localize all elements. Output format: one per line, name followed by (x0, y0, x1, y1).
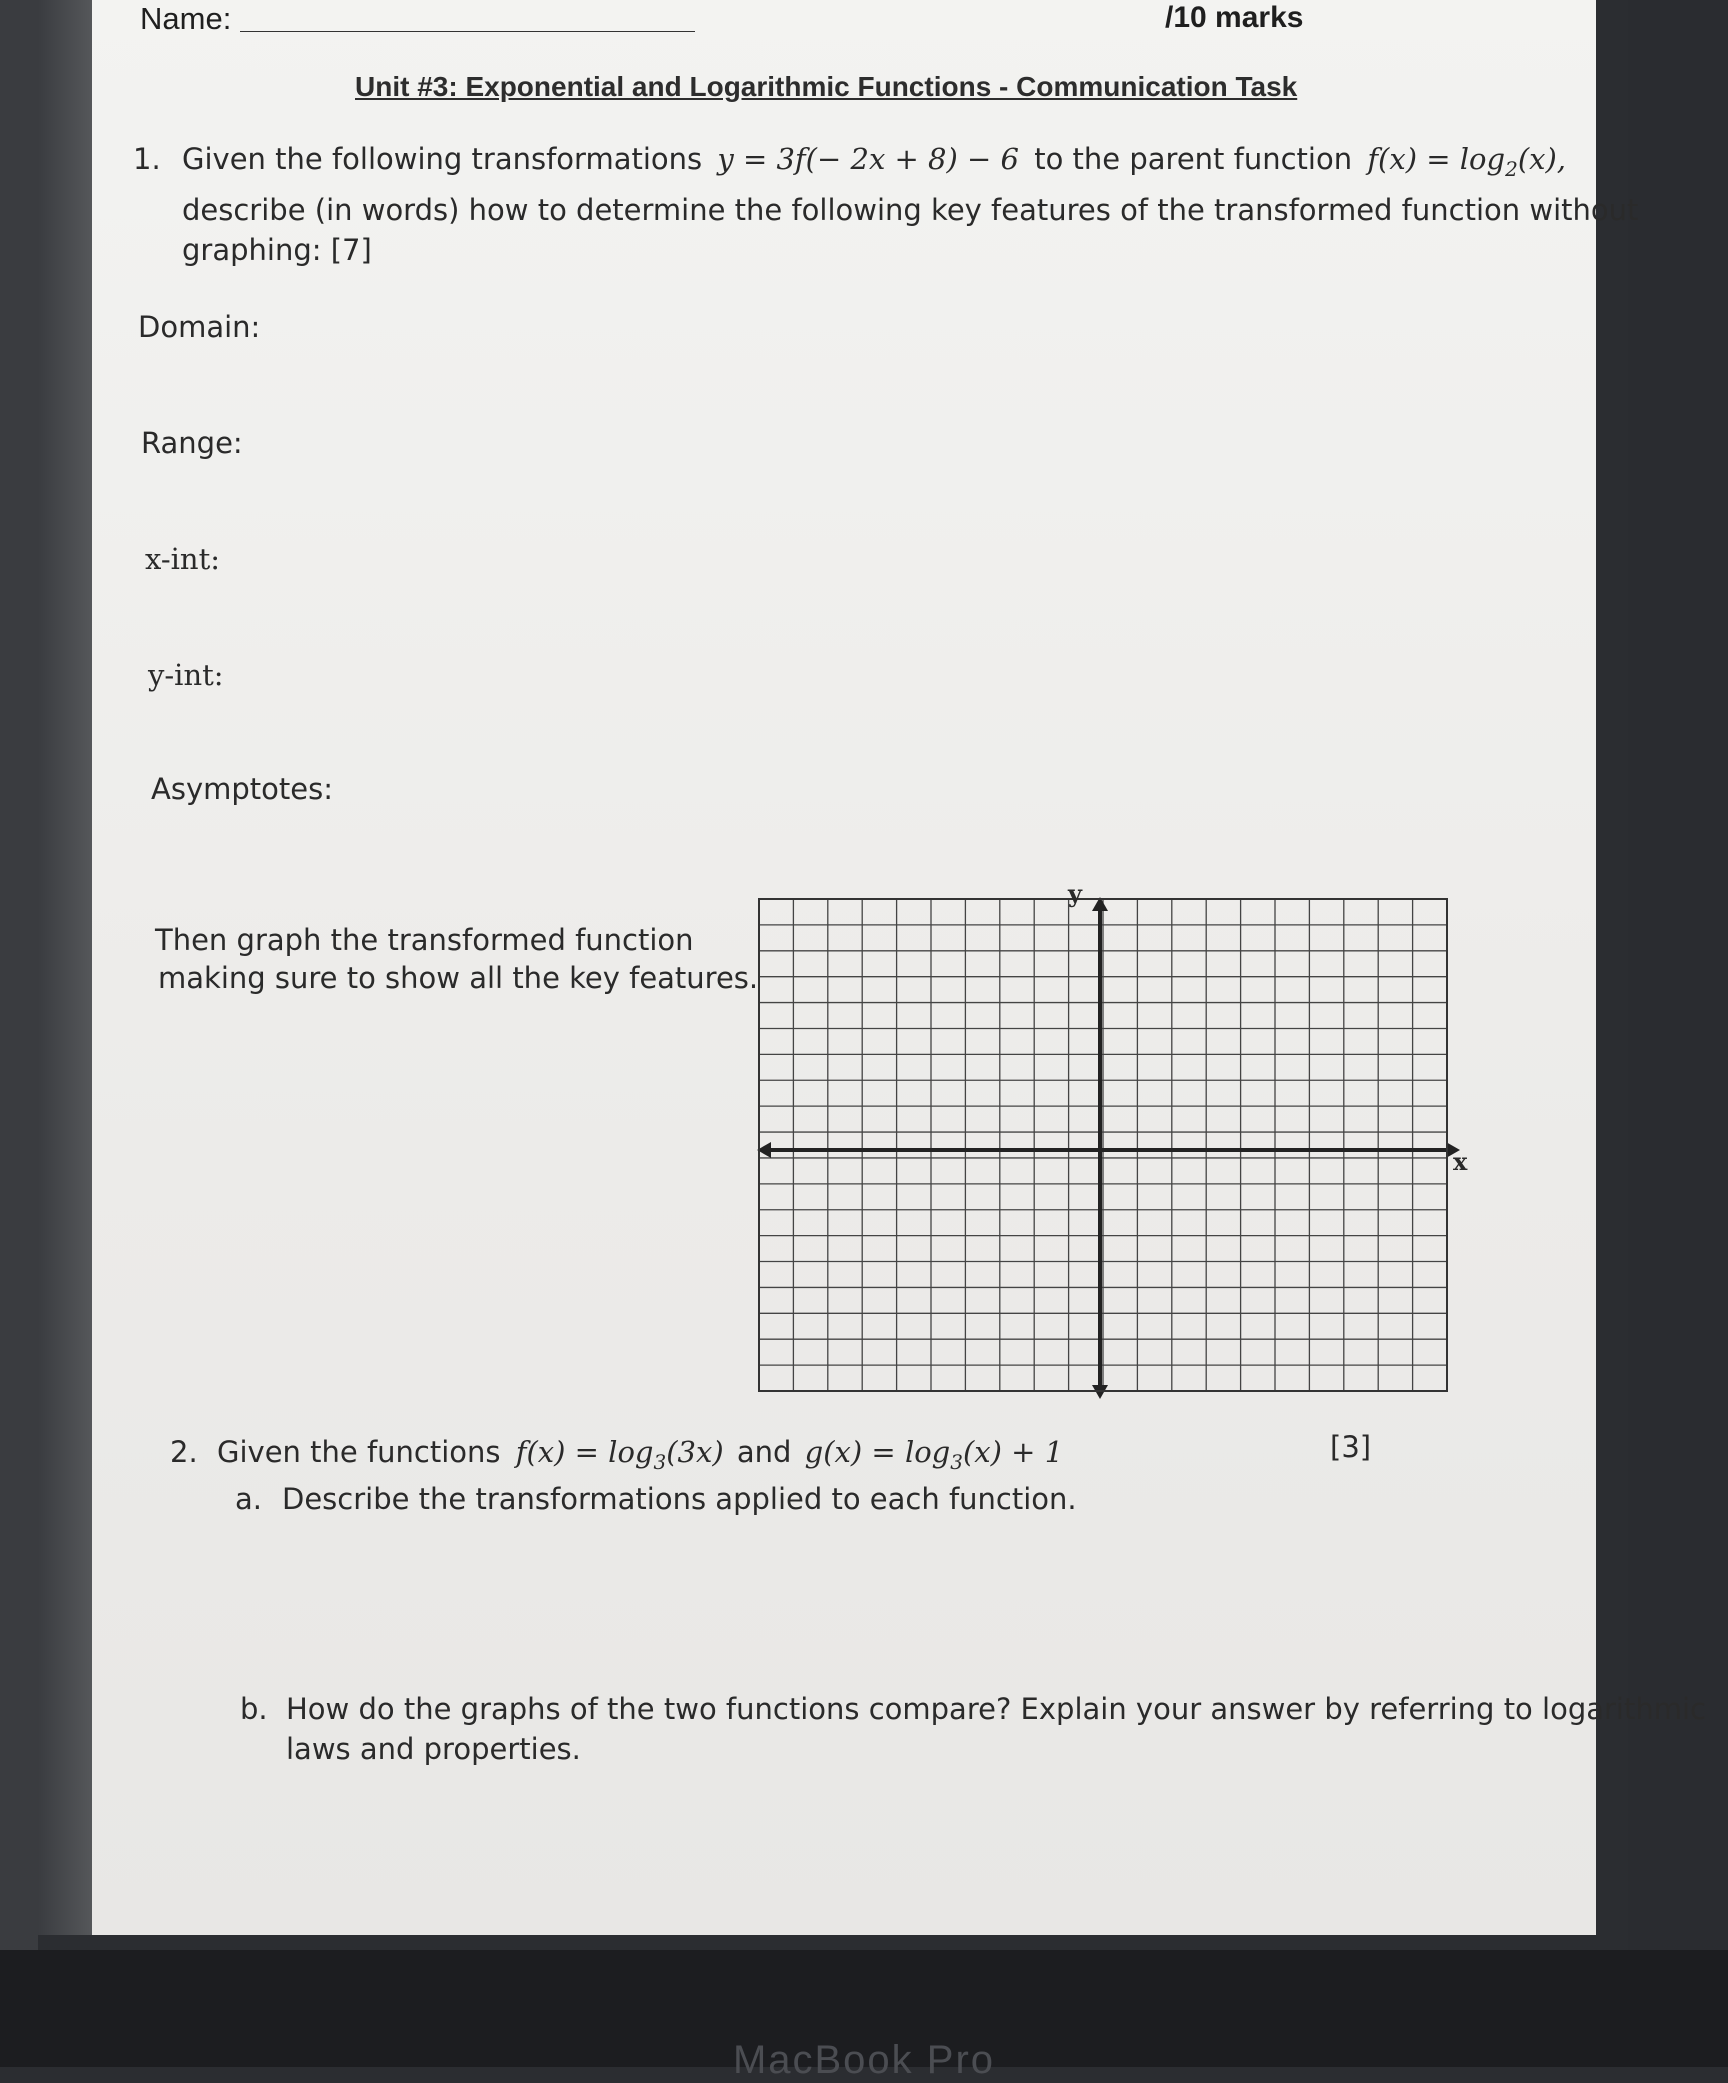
range-label: Range: (141, 426, 243, 460)
x-axis-label: x (1453, 1147, 1468, 1176)
q1-number: 1. (133, 142, 161, 176)
q2b-letter: b. (240, 1692, 268, 1726)
graph-instruction-line-2: making sure to show all the key features. (158, 961, 759, 995)
q1-line-3: graphing: [7] (182, 233, 372, 267)
q2-g-arg: (x) + 1 (962, 1435, 1064, 1469)
asymptotes-label: Asymptotes: (151, 772, 333, 806)
q2-marks: [3] (1330, 1430, 1372, 1464)
q2-number: 2. (170, 1435, 198, 1469)
q2b-line-1: How do the graphs of the two functions compare? Explain your answer by referring to logarithmic (286, 1692, 1706, 1726)
coordinate-grid[interactable] (755, 895, 1475, 1405)
q1-parent-function: f(x) = log (1367, 142, 1506, 176)
q1-text-pre: Given the following transformations (182, 142, 703, 176)
page-edge-shadow (38, 0, 92, 1935)
q2-f-arg: (3x) (666, 1435, 724, 1469)
screen-bezel-right (1628, 0, 1728, 1980)
q2-f-function: f(x) = log (515, 1435, 654, 1469)
grid-lines (759, 899, 1447, 1391)
q1-equation: y = 3f(− 2x + 8) − 6 (717, 142, 1019, 176)
screen-bezel-left (0, 0, 38, 1980)
q1-line-2: describe (in words) how to determine the following key features of the transformed function without (182, 193, 1639, 227)
q2a-text: Describe the transformations applied to each function. (282, 1482, 1077, 1516)
y-axis-label: y (1068, 879, 1082, 908)
graph-instruction-line-1: Then graph the transformed function (155, 923, 694, 957)
q2-line-1 (217, 1435, 1063, 1474)
domain-label: Domain: (138, 310, 261, 344)
page-title: Unit #3: Exponential and Logarithmic Functions - Communication Task (355, 71, 1298, 102)
graph-area[interactable] (755, 895, 1475, 1405)
q1-parent-base: 2 (1505, 156, 1518, 181)
q2-text-pre: Given the functions (217, 1435, 501, 1469)
q1-text-mid: to the parent function (1034, 142, 1353, 176)
x-int-label: x-int: (145, 542, 221, 576)
laptop-brand-label: MacBook Pro (732, 2038, 996, 2082)
total-marks: /10 marks (1165, 1, 1304, 34)
name-blank-line[interactable] (240, 31, 695, 32)
q2a-letter: a. (235, 1482, 262, 1516)
q2-g-base: 3 (950, 1449, 963, 1474)
y-int-label: y-int: (148, 658, 224, 692)
q2-f-base: 3 (653, 1449, 667, 1474)
q2-g-function: g(x) = log (804, 1435, 951, 1469)
name-label: Name: (140, 1, 232, 36)
q1-line-1 (182, 142, 1566, 181)
q2-and: and (736, 1435, 792, 1469)
q2b-line-2: laws and properties. (286, 1732, 581, 1766)
q1-parent-arg: (x), (1517, 142, 1567, 176)
